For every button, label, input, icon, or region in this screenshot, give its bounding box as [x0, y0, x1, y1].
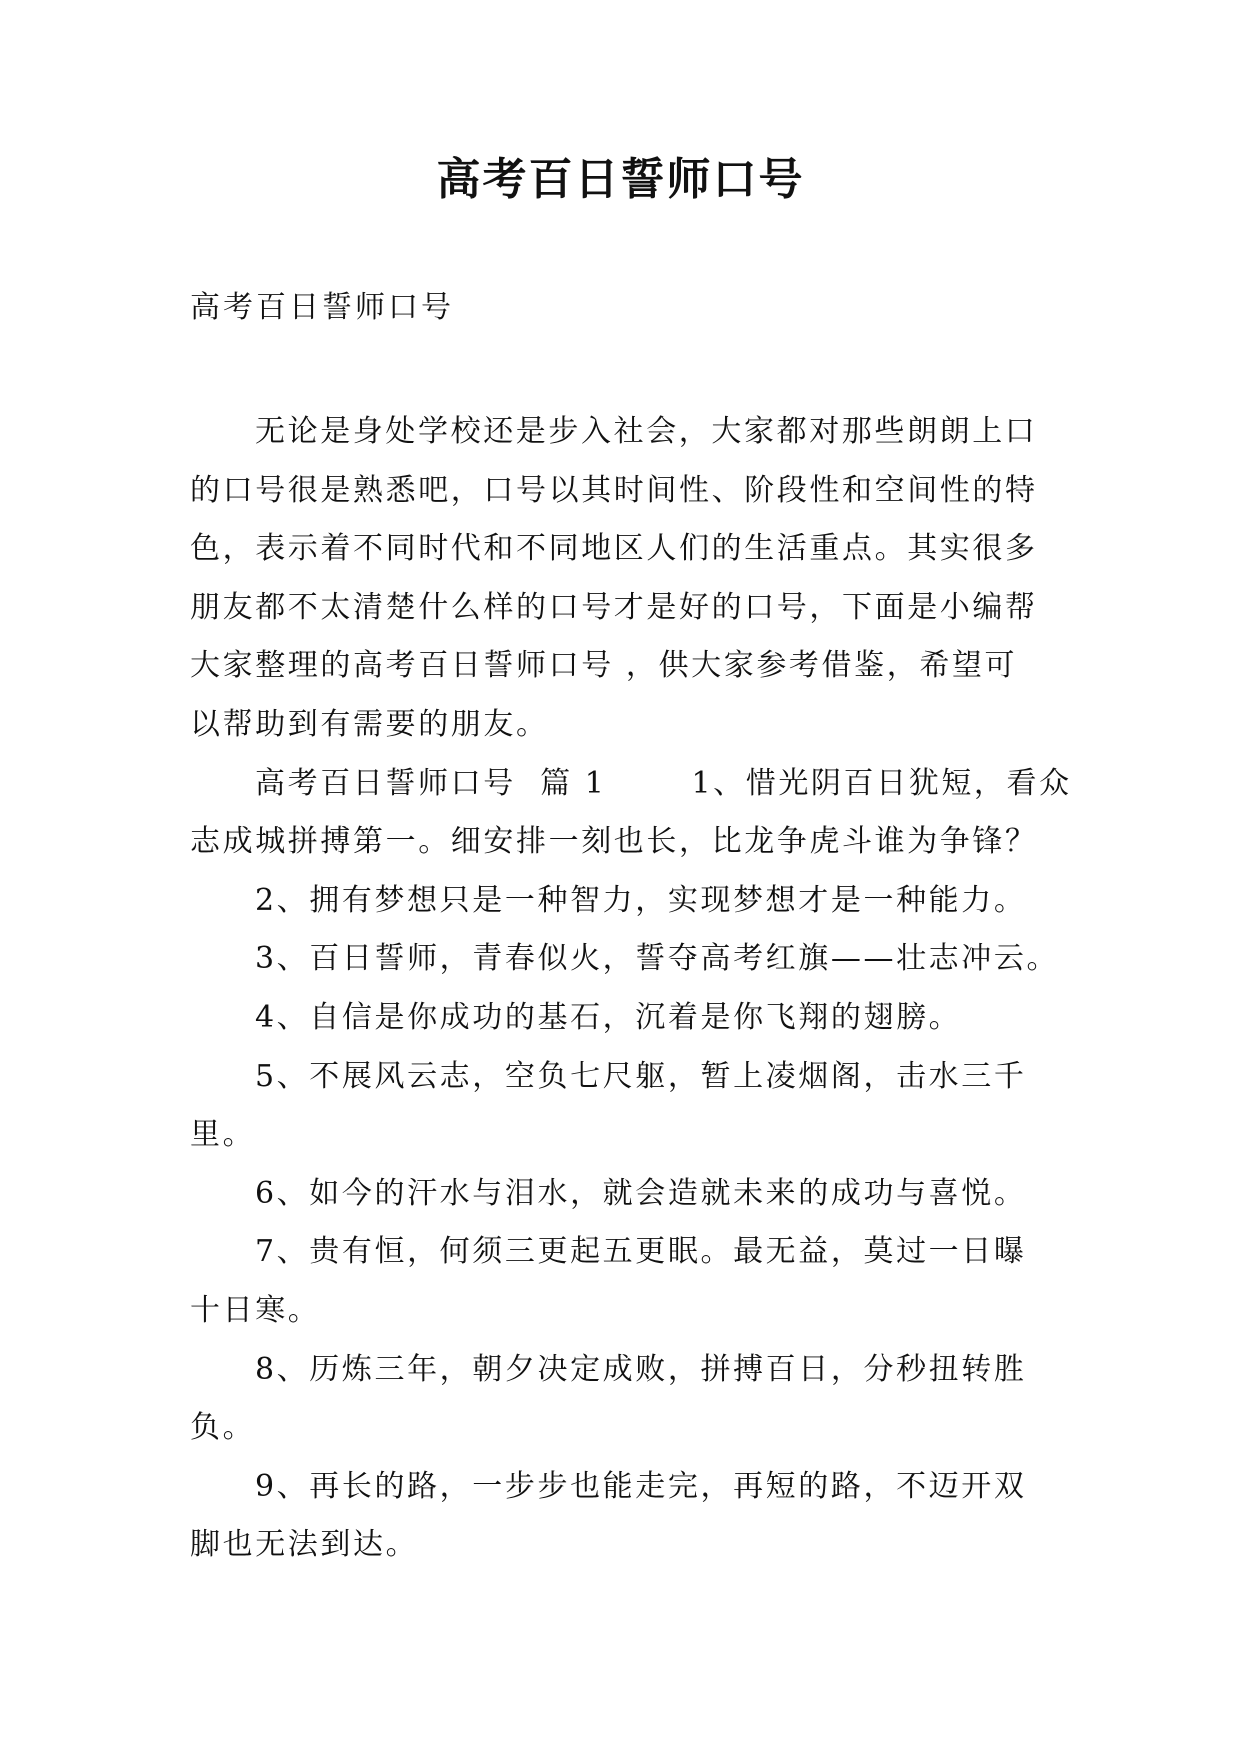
- slogan-line: 6、如今的汗水与泪水，就会造就未来的成功与喜悦。: [255, 1175, 1027, 1211]
- slogan-line: 负。: [190, 1410, 256, 1446]
- document-subtitle: 高考百日誓师口号: [190, 290, 454, 325]
- slogan-line: 4、自信是你成功的基石，沉着是你飞翔的翅膀。: [255, 999, 962, 1035]
- slogan-line: 脚也无法到达。: [190, 1527, 419, 1563]
- body-line: 朋友都不太清楚什么样的口号才是好的口号，下面是小编帮: [190, 589, 1038, 625]
- body-line: 无论是身处学校还是步入社会，大家都对那些朗朗上口: [255, 414, 1038, 449]
- document-body: [190, 403, 1070, 1575]
- slogan-line: 十日寒。: [190, 1292, 321, 1328]
- body-line: 以帮助到有需要的朋友。: [190, 706, 549, 742]
- slogan-line: 7、贵有恒，何须三更起五更眠。最无益，莫过一日曝: [255, 1234, 1027, 1270]
- slogan-line: 8、历炼三年，朝夕决定成败，拼搏百日，分秒扭转胜: [255, 1351, 1027, 1387]
- body-line: 色，表示着不同时代和不同地区人们的生活重点。其实很多: [190, 531, 1038, 567]
- body-line: 的口号很是熟悉吧，口号以其时间性、阶段性和空间性的特: [190, 472, 1038, 508]
- slogan-line: 5、不展风云志，空负七尺躯，暂上凌烟阁，击水三千: [255, 1058, 1027, 1094]
- document-title: 高考百日誓师口号: [436, 154, 805, 205]
- slogan-line: 3、百日誓师，青春似火，誓夺高考红旗——壮志冲云。: [255, 941, 1060, 977]
- body-line: 志成城拼搏第一。细安排一刻也长，比龙争虎斗谁为争锋？: [190, 824, 1038, 860]
- body-line: 高考百日誓师口号 篇 1 1、惜光阴百日犹短，看众: [255, 765, 1072, 801]
- slogan-line: 2、拥有梦想只是一种智力，实现梦想才是一种能力。: [255, 882, 1027, 918]
- slogan-line: 9、再长的路，一步步也能走完，再短的路，不迈开双: [255, 1468, 1027, 1504]
- slogan-line: 里。: [190, 1117, 256, 1153]
- body-line: 大家整理的高考百日誓师口号 ，供大家参考借鉴，希望可: [190, 648, 1018, 684]
